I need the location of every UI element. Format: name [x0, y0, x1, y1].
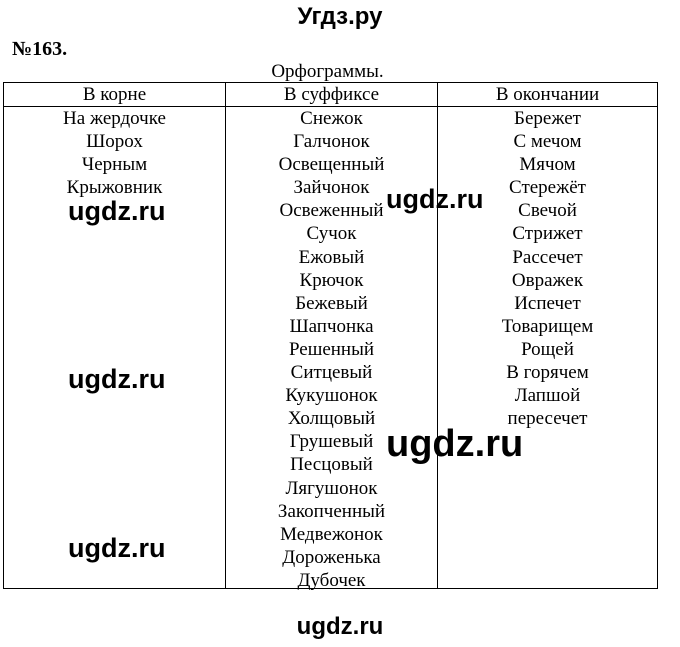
list-item: С мечом: [513, 131, 582, 153]
column-suffix: [226, 83, 437, 592]
list-item: Испечет: [514, 292, 581, 314]
column-header-suffix: В суффиксе: [283, 84, 380, 105]
list-item: Холщовый: [287, 408, 376, 430]
list-item: Шапчонка: [289, 315, 374, 337]
spelling-table: [3, 82, 658, 589]
list-item: Рощей: [521, 338, 574, 360]
column-header-ending: В окончании: [495, 84, 600, 105]
list-item: Дубочек: [297, 569, 366, 591]
list-item: Дороженька: [282, 546, 381, 568]
list-item: Бежевый: [295, 292, 368, 314]
list-item: Стережёт: [509, 177, 586, 199]
list-item: Стрижет: [512, 223, 583, 245]
list-item: Лягушонок: [285, 477, 378, 499]
list-item: Крючок: [299, 269, 364, 291]
list-item: Товарищем: [501, 315, 594, 337]
watermark: ugdz.ru: [68, 364, 166, 394]
list-item: Ежовый: [298, 246, 365, 268]
list-item: Освещенный: [278, 154, 385, 176]
list-item: В горячем: [506, 362, 589, 384]
list-item: пересечет: [507, 408, 588, 430]
list-item: Рассечет: [512, 246, 583, 268]
watermark: ugdz.ru: [386, 423, 524, 465]
list-item: Шорох: [86, 131, 143, 153]
list-item: На жердочке: [63, 108, 166, 129]
column-ending-list: [438, 107, 657, 430]
list-item: Галчонок: [293, 131, 370, 153]
task-number: №163.: [12, 38, 68, 60]
list-item: Зайчонок: [293, 177, 370, 199]
watermark: ugdz.ru: [386, 184, 484, 214]
list-item: Ситцевый: [290, 362, 373, 384]
column-header-root: В корне: [82, 84, 147, 105]
list-item: Решенный: [288, 338, 375, 360]
watermark: ugdz.ru: [68, 196, 166, 226]
footer-watermark: ugdz.ru: [296, 613, 384, 640]
watermark: ugdz.ru: [68, 533, 166, 563]
site-title: Угдз.ру: [297, 3, 383, 30]
list-item: Медвежонок: [280, 523, 383, 545]
list-item: Крыжовник: [66, 177, 163, 199]
list-item: Овражек: [511, 269, 584, 291]
column-suffix-list: [226, 107, 437, 592]
list-item: Свечой: [518, 200, 577, 222]
table-caption: Орфограммы.: [271, 61, 384, 82]
list-item: Мячом: [519, 154, 576, 176]
list-item: Снежок: [300, 108, 363, 129]
list-item: Освеженный: [279, 200, 384, 222]
list-item: Кукушонок: [285, 385, 378, 407]
column-root: [4, 83, 225, 199]
column-root-list: [4, 107, 225, 199]
list-item: Грушевый: [289, 431, 374, 453]
list-item: Лапшой: [514, 385, 581, 407]
list-item: Бережет: [514, 108, 581, 129]
list-item: Сучок: [306, 223, 357, 245]
list-item: Черным: [81, 154, 148, 176]
list-item: Закопченный: [277, 500, 386, 522]
list-item: Песцовый: [290, 454, 373, 476]
column-ending: [438, 83, 657, 430]
